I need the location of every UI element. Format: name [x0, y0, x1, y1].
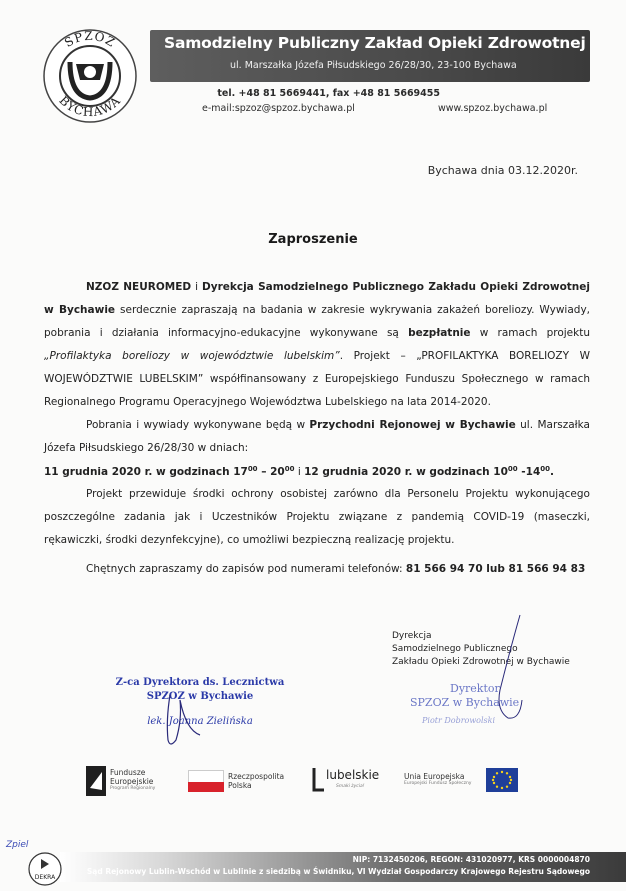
- handwritten-signature-left: [140, 690, 220, 750]
- paragraph-dates: 11 grudnia 2020 r. w godzinach $17^{00} - 20^{00}$ i 12 grudnia 2020 r. w godzinach $10^{00}$ $-14^{00}$.: [44, 465, 555, 478]
- deputy-name: lek. Joanna Zielińska: [147, 716, 253, 727]
- svg-text:DEKRA: DEKRA: [34, 874, 56, 881]
- logo-lubelskie: lubelskie Smaki życia!: [312, 764, 392, 800]
- letter-date: Bychawa dnia 03.12.2020r.: [427, 164, 578, 177]
- org-website: www.spzoz.bychawa.pl: [438, 103, 548, 114]
- eu-flag-icon: [486, 768, 518, 792]
- logo-bottom-text: BYCHAWA: [56, 93, 124, 120]
- spzoz-logo: [40, 24, 140, 124]
- logo-rzeczpospolita: Rzeczpospolita Polska: [188, 764, 288, 800]
- paragraph-location: Pobrania i wywiady wykonywane będą w Przychodni Rejonowej w Bychawie ul. Marszałka Józefa Piłsudskiego 26/28/30 w dniach:: [44, 419, 590, 454]
- director-line2: Samodzielnego Publicznego: [392, 644, 518, 654]
- clinic-name: Przychodni Rejonowej w Bychawie: [309, 419, 516, 431]
- paragraph-covid: Projekt przewiduje środki ochrony osobistej zarówno dla Personelu Projektu wykonującego poszczególne zadania jak i Uczestników Projektu związane z pandemią COVID-19 (maseczki, rękawiczki, środki dezynfekcyjne), co umożliwi bezpieczną realizację projektu.: [44, 488, 590, 546]
- polish-flag-icon: [188, 782, 224, 792]
- footer-registry-ids: NIP: 7132450206, REGON: 431020977, KRS 0000004870: [352, 855, 590, 864]
- org-address: ul. Marszałka Józefa Piłsudskiego 26/28/30, 23-100 Bychawa: [230, 60, 517, 71]
- dekra-certification-logo: [28, 852, 62, 886]
- handwritten-annotation: Zpiel: [6, 840, 29, 850]
- handwritten-signature-right: [460, 610, 550, 730]
- letter-title: Zaproszenie: [268, 232, 358, 247]
- org-name: Samodzielny Publiczny Zakład Opieki Zdrowotnej: [164, 34, 586, 52]
- paragraph-intro: NZOZ NEUROMED i Dyrekcja Samodzielnego Publicznego Zakładu Opieki Zdrowotnej w Bychawie serdecznie zapraszają na badania w zakresie wykrywania zakażeń boreliozy. Wywiady, pobrania i działania informacyjno-edukacyjne wykonywane są bezpłatnie w ramach projektu „Profilaktyka boreliozy w województwie lubelskim”. Projekt – „PROFILAKTYKA BORELIOZY W WOJEWÓDZTWIE LUBELSKIM” współfinansowany z Europejskiego Funduszu Społecznego w ramach Regionalnego Programu Operacyjnego Województwa Lubelskiego na lata 2014-2020.: [44, 281, 591, 408]
- org-dyrekcja: Dyrekcja Samodzielnego Publicznego Zakładu Opieki Zdrowotnej w Bychawie: [44, 281, 591, 316]
- director-stamp: Dyrektor SPZOZ w Bychawie Piotr Dobrowolski: [410, 682, 520, 725]
- fe-star-icon: [86, 766, 106, 796]
- org-neuromed: NZOZ NEUROMED: [86, 281, 192, 293]
- footer-court-info: Sąd Rejonowy Lublin-Wschód w Lublinie z siedzibą w Świdniku, VI Wydział Gospodarczy Krajowego Rejestru Sądowego: [86, 867, 590, 876]
- logo-top-text: SPZOZ: [62, 28, 118, 50]
- deputy-org: SPZOZ w Bychawie: [146, 691, 254, 702]
- free-label: bezpłatnie: [408, 327, 471, 339]
- deputy-title: Z-ca Dyrektora ds. Lecznictwa: [115, 677, 285, 688]
- org-phone-fax: tel. +48 81 5669441, fax +48 81 5669455: [217, 88, 440, 99]
- director-line1: Dyrekcja: [392, 631, 432, 641]
- contact-phones: 81 566 94 70 lub 81 566 94 83: [405, 563, 586, 575]
- logo-unia-europejska: Unia Europejska Europejski Fundusz Społeczny: [404, 764, 524, 800]
- logo-fundusze-europejskie: Fundusze Europejskie Program Regionalny: [86, 764, 176, 800]
- paragraph-contact: Chętnych zapraszamy do zapisów pod numerami telefonów: 81 566 94 70 lub 81 566 94 83: [86, 563, 586, 575]
- director-line3: Zakładu Opieki Zdrowotnej w Bychawie: [392, 657, 570, 667]
- project-name: „Profilaktyka boreliozy w województwie lubelskim”: [44, 350, 340, 362]
- lubelskie-mark-icon: [312, 766, 326, 794]
- org-email: e-mail:spzoz@spzoz.bychawa.pl: [202, 103, 355, 114]
